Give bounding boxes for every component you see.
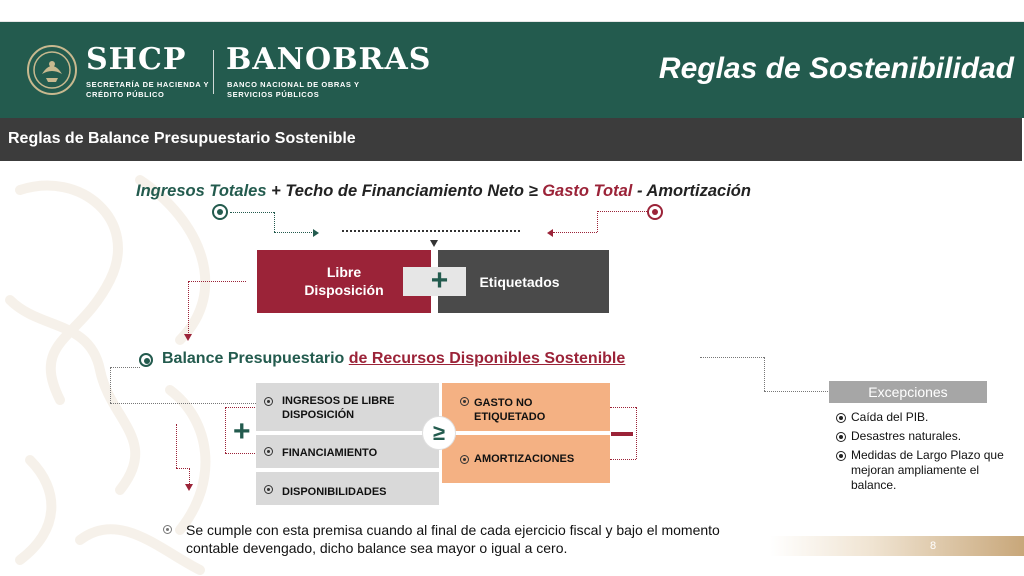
connector-line [636, 407, 637, 459]
excepciones-title: Excepciones [829, 381, 987, 403]
amortizaciones-label: AMORTIZACIONES [474, 453, 575, 465]
gasto-label: GASTO NO ETIQUETADO [474, 397, 546, 423]
connector-line [610, 459, 636, 460]
formula-ingresos: Ingresos Totales [136, 182, 267, 200]
minus-icon [611, 432, 633, 436]
connector-line [110, 367, 111, 403]
disponibilidades-box [256, 472, 439, 505]
watermark-pattern-icon [0, 160, 250, 576]
bullet-icon [836, 451, 846, 461]
shcp-logo: SHCP [86, 42, 187, 77]
connector-line [597, 211, 598, 232]
connector-line [342, 230, 520, 232]
bullet-icon [460, 455, 469, 464]
formula-gasto: Gasto Total [542, 182, 633, 200]
connector-line [188, 281, 246, 282]
connector-line [274, 212, 275, 232]
balance-title [162, 350, 625, 368]
excepciones-list [836, 410, 1016, 497]
excepcion-text: Caída del PIB. [851, 410, 929, 424]
footer-note: Se cumple con esta premisa cuando al final de cada ejercicio fiscal y bajo el momento contable devengado, dicho balance sea mayor o igual a cero. [186, 522, 720, 556]
formula [136, 182, 751, 201]
arrow-down-icon [185, 484, 193, 491]
financiamiento-label: FINANCIAMIENTO [282, 447, 378, 459]
excepcion-text: Medidas de Largo Plazo que mejoran ampliamente el balance. [851, 448, 1004, 492]
ingresos-box [256, 383, 439, 431]
connector-line [610, 407, 636, 408]
arrow-down-icon [184, 334, 192, 341]
section-header-text: Reglas de Balance Presupuestario Sostenible [8, 130, 356, 147]
target-green-icon [139, 353, 153, 367]
gasto-box [442, 383, 610, 431]
slide-title: Reglas de Sostenibilidad [658, 52, 1014, 85]
connector-line [553, 232, 597, 233]
top-strip [0, 0, 1024, 22]
target-green-icon [212, 204, 228, 220]
disponibilidades-label: DISPONIBILIDADES [282, 486, 387, 498]
arrow-left-icon [547, 229, 553, 237]
shcp-subtitle: SECRETARÍA DE HACIENDA Y CRÉDITO PÚBLICO [86, 80, 210, 99]
connector-line [176, 468, 190, 469]
connector-line [230, 212, 274, 213]
etiquetados-label: Etiquetados [479, 273, 560, 290]
banobras-logo: BANOBRAS [226, 42, 432, 77]
connector-line [110, 367, 140, 368]
list-item [836, 448, 1016, 493]
bullet-icon [163, 525, 172, 534]
connector-line [176, 424, 177, 468]
financiamiento-box [256, 435, 439, 468]
libre-line1: Libre [326, 264, 362, 280]
greater-equal-sign: ≥ [422, 416, 456, 450]
connector-line [188, 281, 189, 335]
connector-line [225, 453, 255, 454]
section-header [0, 118, 1022, 161]
connector-line [764, 391, 828, 392]
bullet-icon [836, 413, 846, 423]
footer-bar [770, 536, 1024, 556]
connector-line [597, 211, 647, 212]
connector-line [274, 232, 314, 233]
connector-line [764, 357, 765, 391]
excepcion-text: Desastres naturales. [851, 429, 962, 443]
arrow-down-icon [430, 240, 438, 247]
libre-line2: Disposición [304, 282, 384, 298]
target-red-icon [647, 204, 663, 220]
arrow-right-icon [313, 229, 319, 237]
bullet-icon [836, 432, 846, 442]
connector-line [225, 407, 255, 408]
plus-sign: + [403, 267, 466, 296]
mexico-seal-icon [26, 44, 78, 96]
balance-prefix: Balance Presupuestario [162, 350, 349, 367]
connector-line [700, 357, 764, 358]
bullet-icon [264, 397, 273, 406]
page-number: 8 [930, 540, 937, 552]
ingresos-label: INGRESOS DE LIBRE DISPOSICIÓN [282, 395, 395, 421]
bullet-icon [264, 447, 273, 456]
plus-icon: + [233, 415, 251, 448]
logo-divider [213, 50, 214, 94]
banobras-subtitle: BANCO NACIONAL DE OBRAS Y SERVICIOS PÚBLICOS [227, 80, 360, 99]
list-item [836, 429, 1016, 444]
list-item [836, 410, 1016, 425]
connector-line [225, 407, 226, 453]
balance-underlined: de Recursos Disponibles Sostenible [348, 350, 626, 367]
bullet-icon [460, 397, 469, 406]
header-bar [0, 22, 1024, 118]
connector-line [110, 403, 256, 404]
formula-techo: + Techo de Financiamiento Neto ≥ [266, 182, 543, 200]
bullet-icon [264, 485, 273, 494]
formula-amortizacion: - Amortización [632, 182, 751, 200]
amortizaciones-box [442, 435, 610, 483]
